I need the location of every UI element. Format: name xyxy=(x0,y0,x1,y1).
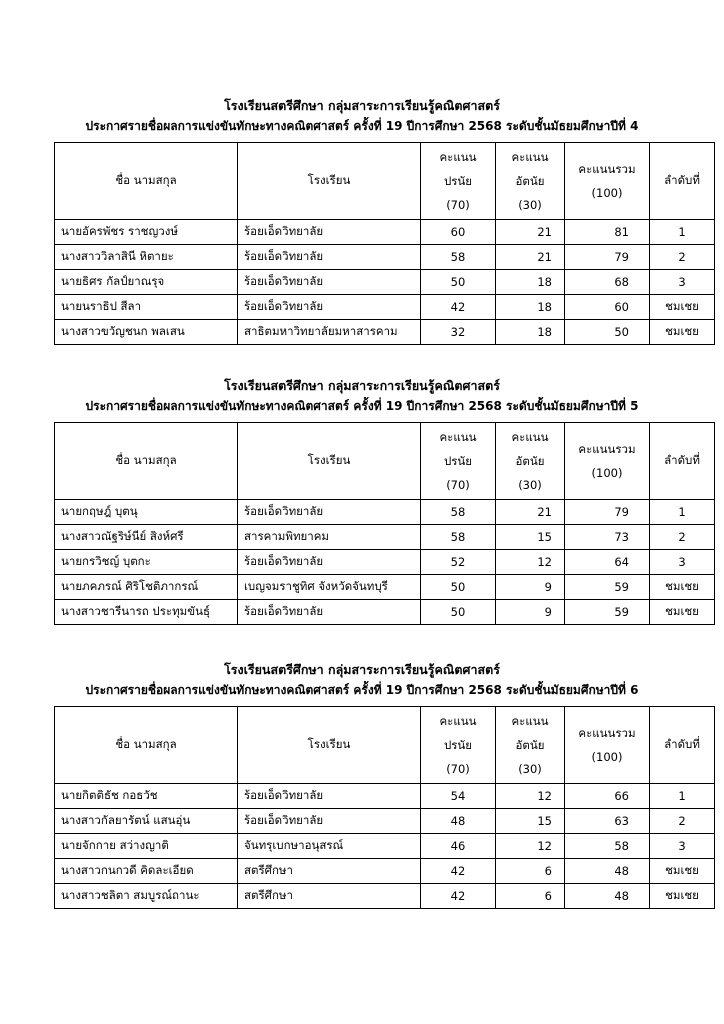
cell-score-subjective: 12 xyxy=(496,834,565,859)
cell-rank: 1 xyxy=(650,784,715,809)
table-row xyxy=(55,220,715,245)
header-rank: ลำดับที่ xyxy=(650,423,715,500)
cell-rank: ชมเชย xyxy=(650,295,715,320)
cell-name: นางสาวณัฐริษ์นีย์ สิงห์ศรี xyxy=(55,525,238,550)
cell-score-subjective: 9 xyxy=(496,575,565,600)
cell-name: นางสาวขวัญชนก พลเสน xyxy=(55,320,238,345)
header-rank: ลำดับที่ xyxy=(650,707,715,784)
header-score-objective: คะแนน ปรนัย (70) xyxy=(421,143,496,220)
cell-school: ร้อยเอ็ดวิทยาลัย xyxy=(238,784,421,809)
cell-rank: ชมเชย xyxy=(650,600,715,625)
header-rank: ลำดับที่ xyxy=(650,143,715,220)
cell-score-subjective: 18 xyxy=(496,270,565,295)
table-row xyxy=(55,600,715,625)
cell-school: จันทรุเบกษาอนุสรณ์ xyxy=(238,834,421,859)
results-table xyxy=(54,422,715,625)
cell-score-total: 48 xyxy=(565,859,650,884)
results-section-m5 xyxy=(0,376,724,625)
cell-score-subjective: 6 xyxy=(496,884,565,909)
cell-school: ร้อยเอ็ดวิทยาลัย xyxy=(238,245,421,270)
cell-score-subjective: 18 xyxy=(496,320,565,345)
cell-name: นายนราธิป สีลา xyxy=(55,295,238,320)
cell-score-total: 63 xyxy=(565,809,650,834)
cell-score-objective: 52 xyxy=(421,550,496,575)
table-row xyxy=(55,784,715,809)
cell-rank: 3 xyxy=(650,270,715,295)
results-table xyxy=(54,142,715,345)
cell-score-total: 81 xyxy=(565,220,650,245)
table-row xyxy=(55,525,715,550)
cell-score-total: 60 xyxy=(565,295,650,320)
cell-score-subjective: 21 xyxy=(496,220,565,245)
cell-score-total: 50 xyxy=(565,320,650,345)
table-row xyxy=(55,500,715,525)
cell-school: สาธิตมหาวิทยาลัยมหาสารคาม xyxy=(238,320,421,345)
cell-rank: 3 xyxy=(650,550,715,575)
header-score-subjective: คะแนน อัตนัย (30) xyxy=(496,423,565,500)
header-name: ชื่อ นามสกุล xyxy=(55,423,238,500)
table-row xyxy=(55,550,715,575)
cell-name: นายกิตติธัช กอธวัช xyxy=(55,784,238,809)
cell-score-objective: 58 xyxy=(421,525,496,550)
cell-name: นายกฤษฎ์ บุตนุ xyxy=(55,500,238,525)
cell-school: เบญจมราชูทิศ จังหวัดจันทบุรี xyxy=(238,575,421,600)
cell-score-objective: 48 xyxy=(421,809,496,834)
section-title: โรงเรียนสตรีศึกษา กลุ่มสาระการเรียนรู้คณิตศาสตร์ xyxy=(224,378,500,393)
table-row xyxy=(55,575,715,600)
table-row xyxy=(55,809,715,834)
header-name: ชื่อ นามสกุล xyxy=(55,707,238,784)
header-school: โรงเรียน xyxy=(238,143,421,220)
cell-score-subjective: 18 xyxy=(496,295,565,320)
cell-rank: ชมเชย xyxy=(650,575,715,600)
cell-rank: 1 xyxy=(650,220,715,245)
cell-rank: 1 xyxy=(650,500,715,525)
cell-score-subjective: 12 xyxy=(496,784,565,809)
header-score-objective: คะแนน ปรนัย (70) xyxy=(421,707,496,784)
cell-score-total: 58 xyxy=(565,834,650,859)
table-header-row xyxy=(55,707,715,784)
table-row xyxy=(55,834,715,859)
section-subtitle: ประกาศรายชื่อผลการแข่งขันทักษะทางคณิตศาสตร์ ครั้งที่ 19 ปีการศึกษา 2568 ระดับชั้นมัธยมศึกษาปีที่ 4 xyxy=(85,119,639,133)
cell-score-total: 59 xyxy=(565,600,650,625)
cell-score-objective: 50 xyxy=(421,575,496,600)
cell-school: ร้อยเอ็ดวิทยาลัย xyxy=(238,600,421,625)
cell-name: นายอัครพัชร ราชญวงษ์ xyxy=(55,220,238,245)
cell-score-subjective: 21 xyxy=(496,245,565,270)
header-school: โรงเรียน xyxy=(238,423,421,500)
cell-score-total: 79 xyxy=(565,500,650,525)
header-score-total: คะแนนรวม (100) xyxy=(565,423,650,500)
cell-school: สารคามพิทยาคม xyxy=(238,525,421,550)
cell-score-objective: 46 xyxy=(421,834,496,859)
cell-score-subjective: 15 xyxy=(496,525,565,550)
cell-score-objective: 60 xyxy=(421,220,496,245)
cell-name: นายภคภรณ์ ศิริโชติภากรณ์ xyxy=(55,575,238,600)
cell-score-objective: 42 xyxy=(421,884,496,909)
header-score-subjective: คะแนน อัตนัย (30) xyxy=(496,143,565,220)
cell-score-objective: 58 xyxy=(421,500,496,525)
cell-score-total: 79 xyxy=(565,245,650,270)
cell-score-subjective: 21 xyxy=(496,500,565,525)
table-row xyxy=(55,270,715,295)
section-title: โรงเรียนสตรีศึกษา กลุ่มสาระการเรียนรู้คณิตศาสตร์ xyxy=(224,98,500,113)
cell-rank: 2 xyxy=(650,245,715,270)
cell-rank: ชมเชย xyxy=(650,884,715,909)
header-score-subjective: คะแนน อัตนัย (30) xyxy=(496,707,565,784)
cell-rank: ชมเชย xyxy=(650,859,715,884)
header-score-total: คะแนนรวม (100) xyxy=(565,707,650,784)
cell-school: ร้อยเอ็ดวิทยาลัย xyxy=(238,270,421,295)
cell-rank: ชมเชย xyxy=(650,320,715,345)
cell-score-objective: 42 xyxy=(421,295,496,320)
cell-name: นางสาวชลิตา สมบูรณ์ถานะ xyxy=(55,884,238,909)
section-subtitle: ประกาศรายชื่อผลการแข่งขันทักษะทางคณิตศาสตร์ ครั้งที่ 19 ปีการศึกษา 2568 ระดับชั้นมัธยมศึกษาปีที่ 5 xyxy=(85,399,639,413)
cell-score-total: 59 xyxy=(565,575,650,600)
section-title: โรงเรียนสตรีศึกษา กลุ่มสาระการเรียนรู้คณิตศาสตร์ xyxy=(224,662,500,677)
table-row xyxy=(55,245,715,270)
cell-score-subjective: 15 xyxy=(496,809,565,834)
table-header-row xyxy=(55,423,715,500)
cell-name: นางสาววิลาสินี หิตายะ xyxy=(55,245,238,270)
cell-score-objective: 42 xyxy=(421,859,496,884)
cell-score-objective: 54 xyxy=(421,784,496,809)
section-subtitle: ประกาศรายชื่อผลการแข่งขันทักษะทางคณิตศาสตร์ ครั้งที่ 19 ปีการศึกษา 2568 ระดับชั้นมัธยมศึกษาปีที่ 6 xyxy=(85,683,639,697)
cell-name: นายจักกาย สว่างญาติ xyxy=(55,834,238,859)
cell-score-total: 48 xyxy=(565,884,650,909)
cell-score-subjective: 9 xyxy=(496,600,565,625)
table-row xyxy=(55,859,715,884)
cell-score-total: 68 xyxy=(565,270,650,295)
header-name: ชื่อ นามสกุล xyxy=(55,143,238,220)
cell-score-total: 73 xyxy=(565,525,650,550)
cell-rank: 2 xyxy=(650,525,715,550)
cell-school: ร้อยเอ็ดวิทยาลัย xyxy=(238,295,421,320)
cell-school: สตรีศึกษา xyxy=(238,884,421,909)
cell-rank: 2 xyxy=(650,809,715,834)
table-row xyxy=(55,320,715,345)
cell-school: ร้อยเอ็ดวิทยาลัย xyxy=(238,220,421,245)
cell-rank: 3 xyxy=(650,834,715,859)
cell-school: สตรีศึกษา xyxy=(238,859,421,884)
cell-score-objective: 32 xyxy=(421,320,496,345)
results-section-m4 xyxy=(0,96,724,345)
cell-name: นางสาวกัลยารัตน์ แสนอุ่น xyxy=(55,809,238,834)
cell-score-subjective: 6 xyxy=(496,859,565,884)
header-score-objective: คะแนน ปรนัย (70) xyxy=(421,423,496,500)
cell-school: ร้อยเอ็ดวิทยาลัย xyxy=(238,809,421,834)
table-row xyxy=(55,884,715,909)
results-section-m6 xyxy=(0,660,724,909)
cell-score-total: 64 xyxy=(565,550,650,575)
cell-score-objective: 58 xyxy=(421,245,496,270)
cell-name: นางสาวชารีนารถ ประทุมขันธุ์ xyxy=(55,600,238,625)
cell-name: นายธิศร กัลป์ยาณรุจ xyxy=(55,270,238,295)
header-school: โรงเรียน xyxy=(238,707,421,784)
cell-name: นายกรวิชญ์ บุตกะ xyxy=(55,550,238,575)
cell-score-objective: 50 xyxy=(421,600,496,625)
cell-name: นางสาวกนกวดี คิดละเอียด xyxy=(55,859,238,884)
table-header-row xyxy=(55,143,715,220)
table-row xyxy=(55,295,715,320)
cell-school: ร้อยเอ็ดวิทยาลัย xyxy=(238,500,421,525)
cell-score-objective: 50 xyxy=(421,270,496,295)
cell-school: ร้อยเอ็ดวิทยาลัย xyxy=(238,550,421,575)
header-score-total: คะแนนรวม (100) xyxy=(565,143,650,220)
results-table xyxy=(54,706,715,909)
cell-score-total: 66 xyxy=(565,784,650,809)
cell-score-subjective: 12 xyxy=(496,550,565,575)
